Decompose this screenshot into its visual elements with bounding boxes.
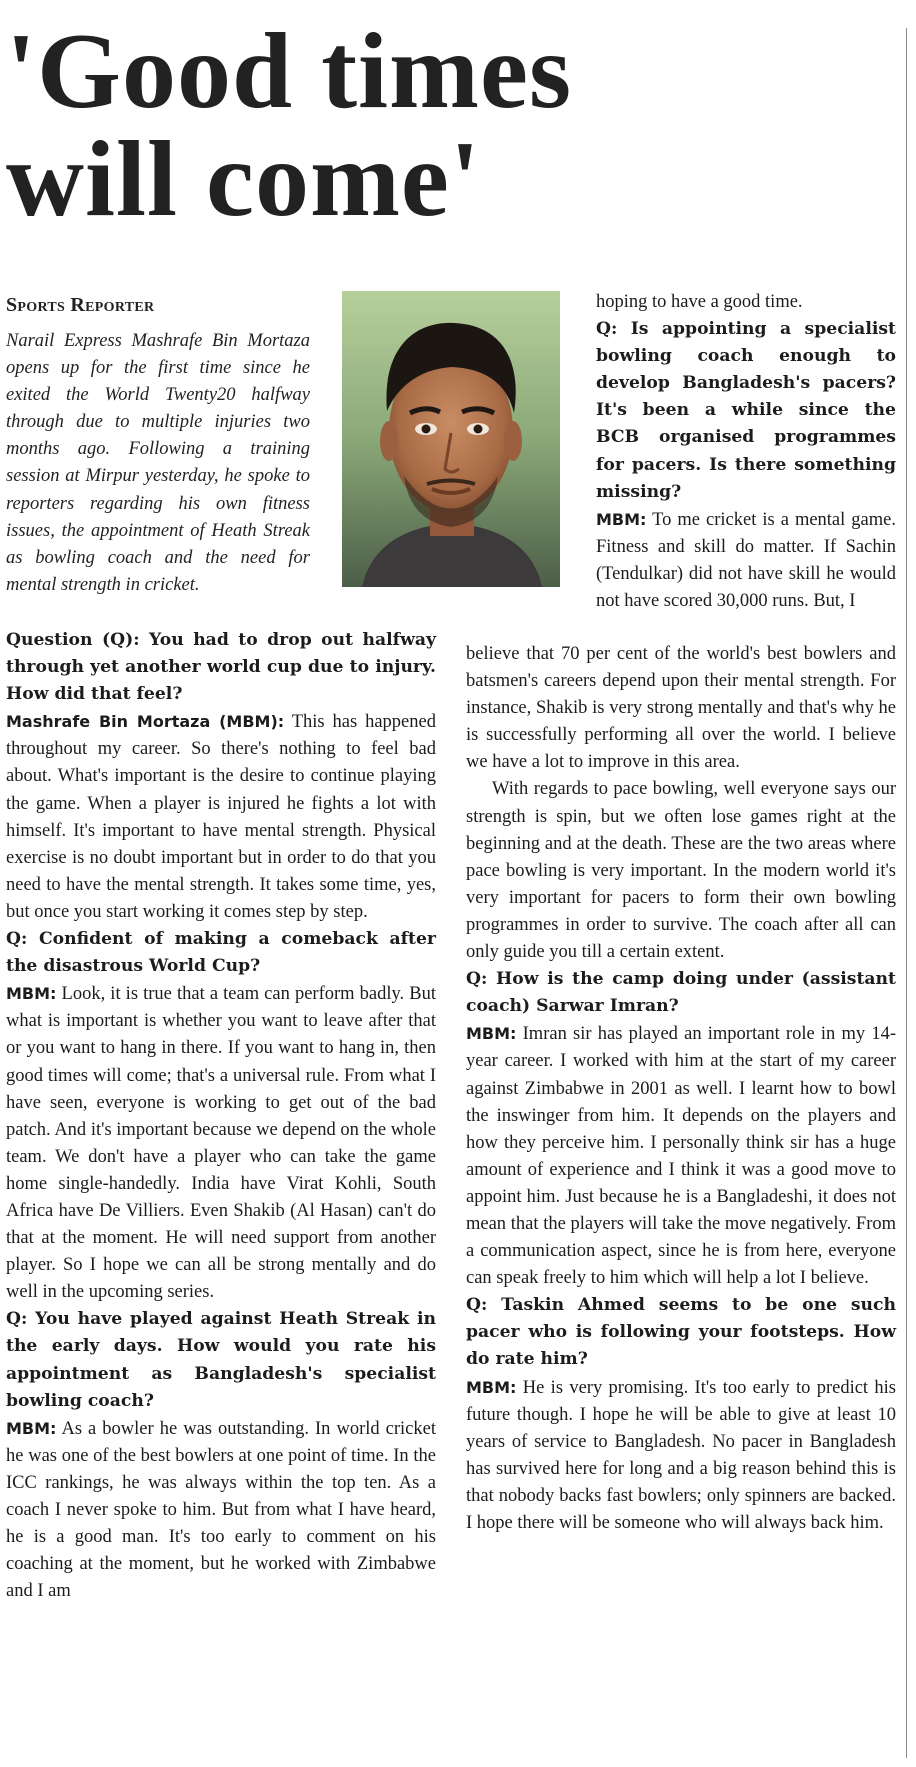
portrait-photo [342, 291, 560, 587]
question-5: Q: How is the camp doing under (assistant coach) Sarwar Imran? [466, 969, 896, 1017]
answer-1-label: Mashrafe Bin Mortaza (MBM): [6, 712, 285, 732]
headline-line-2: will come' [6, 120, 481, 239]
answer-5-text: Imran sir has played an important role in my 14-year career. I worked with him at the start of my career against Zimbabwe in 2001 as well. I learnt how to bowl the inswinger from him. It depends on the players and how they perceive him. I personally think sir has a huge amount of experience and I think it was a good move to appoint him. Just because he is a Bangladeshi, it does not mean that the players will take the move negatively. From a communication aspect, since he is from here, everyone can speak freely to him which will help a lot I believe. [466, 1024, 896, 1289]
continued-text: hoping to have a good time. [596, 292, 803, 312]
question-4: Q: Is appointing a specialist bowling coach enough to develop Bangladesh's pacers? It's been a while since the BCB organised programmes for pacers. Is there something missing? [596, 319, 896, 502]
answer-4-paragraph-2: With regards to pace bowling, well everyone says our strength is spin, but we often lose games right at the beginning and at the death. These are the two areas where pace bowling is very important. In the modern world it's very important for pacers to form their own bowling programmes in order to survive. The coach after all can only guide you till a certain extent. [466, 779, 896, 963]
answer-6-label: MBM: [466, 1377, 517, 1397]
answer-4-text-1: To me cricket is a mental game. Fitness and skill do matter. If Sachin (Tendulkar) did not have skill he would not have scored 30,000 runs. But, I [596, 509, 896, 612]
byline: Sports Reporter [6, 294, 155, 316]
answer-2-label: MBM: [6, 984, 57, 1004]
right-column [466, 641, 896, 1537]
headline [6, 12, 886, 239]
answer-1 [6, 708, 436, 926]
answer-3-label: MBM: [6, 1418, 57, 1438]
answer-3 [6, 1415, 436, 1606]
portrait-illustration [342, 291, 560, 587]
answer-5-label: MBM: [466, 1024, 517, 1044]
intro-standfirst: Narail Express Mashrafe Bin Mortaza opens up for the first time since he exited the World Twenty20 halfway through due to multiple injuries two months ago. Following a training session at Mirpur yesterday, he spoke to reporters regarding his own fitness issues, the appointment of Heath Streak as bowling coach and the need for mental strength in cricket. [6, 331, 310, 595]
answer-6 [466, 1374, 896, 1538]
answer-4-label: MBM: [596, 509, 647, 529]
answer-4-part-1 [596, 506, 896, 615]
right-column-top [596, 289, 896, 615]
headline-line-1: 'Good times [6, 12, 572, 131]
answer-5 [466, 1020, 896, 1292]
question-6: Q: Taskin Ahmed seems to be one such pacer who is following your footsteps. How do rate him? [466, 1295, 896, 1370]
answer-1-text: This has happened throughout my career. So there's nothing to feel bad about. What's important is the desire to continue playing the game. When a player is injured he fights a lot with himself. It's important to have mental strength. Physical exercise is no doubt important but in order to do that you need to have the mental strength. It takes some time, yes, but once you start working it comes step by step. [6, 712, 436, 922]
answer-6-text: He is very promising. It's too early to predict his future though. I hope he will be able to give at least 10 years of service to Bangladesh. No pacer in Bangladesh has survived here for long and a big reason behind this is that nobody backs fast bowlers; only spinners are backed. I hope there will be someone who will always back him. [466, 1377, 896, 1533]
answer-2 [6, 980, 436, 1306]
left-column [6, 627, 436, 1605]
question-3: Q: You have played against Heath Streak in the early days. How would you rate his appointment as Bangladesh's specialist bowling coach? [6, 1309, 436, 1411]
question-1: Question (Q): You had to drop out halfway through yet another world cup due to injury. How did that feel? [6, 630, 436, 705]
answer-4-part-2: believe that 70 per cent of the world's best bowlers and batsmen's careers depend upon their mental strength. For instance, Shakib is very strong mentally and that's why he is successfully performing all over the world. I believe we have a lot to improve in this area. [466, 644, 896, 773]
answer-3-text: As a bowler he was outstanding. In world cricket he was one of the best bowlers at one point of time. In the ICC rankings, he was always within the top ten. As a coach I never spoke to him. But from what I have heard, he is a good man. It's too early to comment on his coaching at the moment, but he worked with Zimbabwe and I am [6, 1418, 436, 1602]
question-2: Q: Confident of making a comeback after the disastrous World Cup? [6, 929, 436, 977]
column-rule [906, 28, 907, 1758]
answer-2-text: Look, it is true that a team can perform badly. But what is important is whether you want to leave after that or you want to hang in there. If you want to hang in, then good times will come; that's a universal rule. From what I have seen, everyone is working to get out of the bad patch. And it's important because we depend on the whole team. We don't have a player who can take the game home single-handedly. India have Virat Kohli, South Africa have De Villiers. Even Shakib (Al Hasan) can't do that at the moment. He will need support from another player. So I hope we can all be strong mentally and do well in the upcoming series. [6, 984, 436, 1303]
